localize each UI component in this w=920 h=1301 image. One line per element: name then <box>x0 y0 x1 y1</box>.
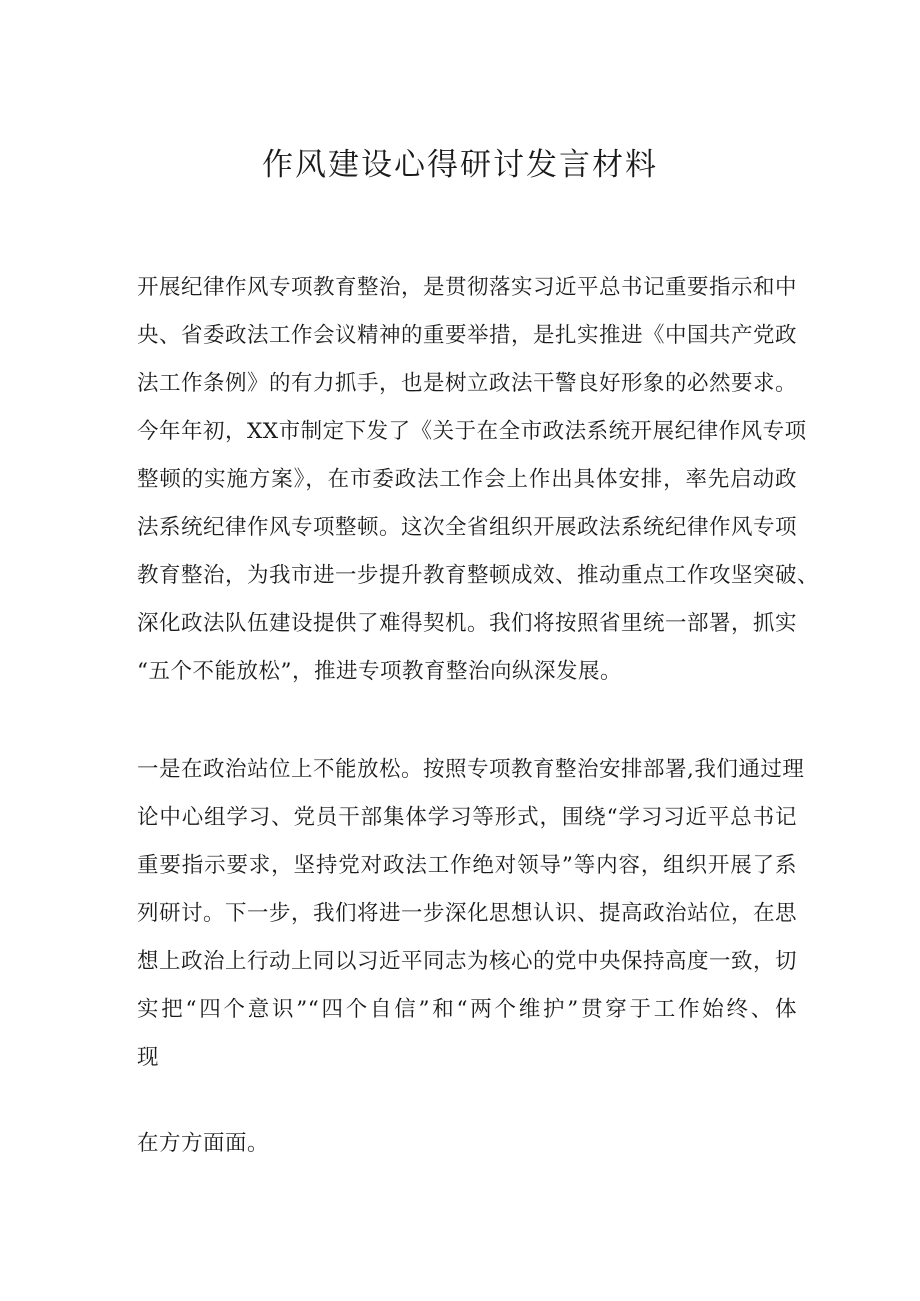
paragraph-line: 现 <box>137 1045 160 1070</box>
paragraph-line: 法工作条例》的有力抓手，也是树立政法干警良好形象的必然要求。 <box>137 371 798 396</box>
paragraph-intro <box>137 264 820 696</box>
paragraph-line: 实把“四个意识”“四个自信”和“两个维护”贯穿于工作始终、体 <box>137 997 797 1022</box>
paragraph-line: 一是在政治站位上不能放松。按照专项教育整治安排部署,我们通过理 <box>137 757 805 782</box>
paragraph-political-stance <box>137 746 805 1082</box>
paragraph-line: 在方方面面。 <box>137 1131 270 1156</box>
paragraph-continuation <box>137 1120 797 1168</box>
paragraph-line: 深化政法队伍建设提供了难得契机。我们将按照省里统一部署，抓实 <box>137 611 798 636</box>
paragraph-line: 法系统纪律作风专项整顿。这次全省组织开展政法系统纪律作风专项 <box>137 515 798 540</box>
paragraph-line: 论中心组学习、党员干部集体学习等形式，围绕“学习习近平总书记 <box>137 805 797 830</box>
paragraph-line: 重要指示要求，坚持党对政法工作绝对领导”等内容，组织开展了系 <box>137 853 797 878</box>
paragraph-line: “五个不能放松”，推进专项教育整治向纵深发展。 <box>137 659 622 684</box>
paragraph-line: 今年年初，XX市制定下发了《关于在全市政法系统开展纪律作风专项 <box>137 419 807 444</box>
paragraph-line: 开展纪律作风专项教育整治，是贯彻落实习近平总书记重要指示和中 <box>137 275 798 300</box>
document-title: 作风建设心得研讨发言材料 <box>262 147 658 183</box>
paragraph-line: 央、省委政法工作会议精神的重要举措，是扎实推进《中国共产党政 <box>137 323 798 348</box>
paragraph-line: 教育整治，为我市进一步提升教育整顿成效、推动重点工作攻坚突破、 <box>137 563 820 588</box>
paragraph-line: 列研讨。下一步，我们将进一步深化思想认识、提高政治站位，在思 <box>137 901 798 926</box>
paragraph-line: 想上政治上行动上同以习近平同志为核心的党中央保持高度一致，切 <box>137 949 798 974</box>
paragraph-line: 整顿的实施方案》，在市委政法工作会上作出具体安排，率先启动政 <box>137 467 797 492</box>
